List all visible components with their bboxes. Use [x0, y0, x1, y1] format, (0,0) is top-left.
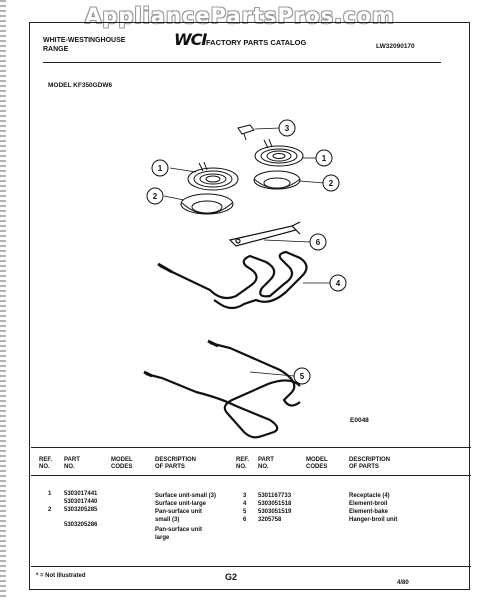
header-ref-no: REF. NO.	[236, 457, 250, 470]
callout-label: 3	[284, 124, 290, 133]
ref-no: 6	[243, 517, 247, 523]
callout-circles	[147, 120, 346, 384]
callout-label: 5	[299, 372, 305, 381]
illustration-code: E0048	[350, 417, 369, 424]
broil-element	[158, 252, 307, 308]
description: Element-broil	[349, 501, 388, 507]
table-top-divider	[31, 447, 471, 448]
part-no: 5303051518	[258, 501, 292, 507]
bake-element	[144, 341, 300, 437]
ref-no: 2	[48, 507, 52, 513]
page-number: G2	[225, 572, 238, 582]
callout-label: 1	[157, 164, 163, 173]
description: Pan-surface unit	[155, 509, 203, 515]
surface-unit-right	[255, 139, 303, 166]
model-number: MODEL KF350GDW6	[48, 82, 113, 89]
hanger-broil-unit	[230, 222, 300, 246]
header-ref-no: REF. NO.	[39, 457, 53, 470]
revision-date: 4/80	[397, 580, 409, 586]
catalog-title: FACTORY PARTS CATALOG	[206, 38, 307, 47]
callout-label: 4	[335, 279, 341, 288]
description: Receptacle (4)	[349, 493, 390, 499]
description: Surface unit-small (3)	[155, 493, 217, 499]
table-header-divider	[31, 475, 471, 476]
ref-no: 3	[243, 493, 247, 499]
callout-label: 1	[321, 154, 327, 163]
footnote: * = Not Illustrated	[36, 573, 86, 579]
part-no: 5301167733	[258, 493, 292, 499]
product-type: RANGE	[43, 46, 69, 53]
header-part-no: PART NO.	[258, 457, 274, 470]
part-no: 5303017440	[64, 499, 98, 505]
callout-label: 2	[152, 192, 158, 201]
header-model-codes: MODEL CODES	[306, 457, 328, 470]
description: Surface unit-large	[155, 501, 207, 507]
callout-label: 6	[315, 238, 321, 247]
ref-no: 1	[48, 491, 52, 497]
catalog-number: LW32090170	[376, 43, 415, 50]
description: small (3)	[155, 517, 180, 523]
header-part-no: PART NO.	[64, 457, 80, 470]
brand-name: WHITE-WESTINGHOUSE	[43, 37, 126, 44]
description: Pan-surface unit	[155, 527, 203, 533]
header-description: DESCRIPTION OF PARTS	[349, 457, 391, 470]
receptacle	[238, 125, 254, 140]
surface-unit-left	[188, 162, 238, 190]
pan-surface-right	[254, 171, 300, 189]
leader-lines	[164, 128, 330, 376]
description: Element-bake	[349, 509, 389, 515]
watermark: AppliancePartsPros.com	[85, 4, 395, 28]
ref-no: 5	[243, 509, 247, 515]
part-no: 5303205285	[64, 507, 98, 513]
pan-surface-left	[181, 194, 233, 214]
table-bottom-divider	[31, 566, 471, 567]
header-model-codes: MODEL CODES	[111, 457, 133, 470]
wci-logo: WCI	[174, 30, 207, 49]
description: large	[155, 535, 170, 541]
description: Hanger-broil unit	[349, 517, 398, 523]
part-no: 5303017441	[64, 491, 98, 497]
part-no: 3205758	[258, 517, 282, 523]
part-no: 5303205286	[64, 522, 98, 528]
callout-label: 2	[328, 179, 334, 188]
header-description: DESCRIPTION OF PARTS	[155, 457, 197, 470]
ref-no: 4	[243, 501, 247, 507]
part-no: 5303051519	[258, 509, 292, 515]
